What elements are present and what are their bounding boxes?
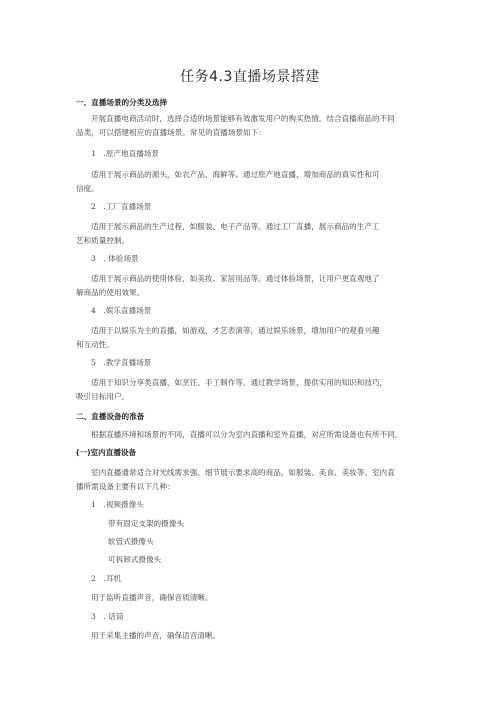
section-2a-intro-line1: 室内直播通常适合对光线需求强、细节展示要求高的商品，如服装、美食、美妆等。室内直 [91,468,395,477]
section-1-intro-line1: 开展直播电商活动时，选择合适的场景能够有效激发用户的购买热情。结合直播商品的不同 [91,114,395,123]
equipment-1-sub-2: 软管式摄像头 [108,537,154,546]
item-3-desc-line2: 解商品的使用效果。 [76,288,145,297]
item-2-label: 2 .工厂直播场景 [91,202,152,211]
item-5-desc-line1: 适用于知识分享类直播，如烹饪、手工制作等。通过教学场景，提供实用的知识和技巧， [91,378,388,387]
item-3-label: 3 . 体验场景 [91,254,139,263]
equipment-3-desc: 用于采集主播的声音，确保语音清晰。 [91,631,221,640]
item-5-desc-line2: 吸引目标用户。 [76,392,130,401]
section-2a-heading: (一)室内直播设备 [76,448,137,457]
item-3-desc-line1: 适用于展示商品的使用体验，如美妆、家居用品等。通过体验场景，让用户更直观地了 [91,274,380,283]
item-4-desc-line1: 适用于以娱乐为主的直播，如游戏、才艺表演等，通过娱乐场景，增加用户的观看兴趣 [91,326,380,335]
document-title: 任务4.3直播场景搭建 [180,69,320,85]
item-2-desc-line2: 艺和质量控制。 [76,236,130,245]
section-2a-intro-line2: 播所需设备主要有以下几种： [76,482,175,491]
section-1-intro-line2: 品类，可以搭建相应的直播场景。常见的直播场景如下： [76,128,266,137]
equipment-1-sub-3: 可拆卸式摄像头 [108,555,162,564]
equipment-2-desc: 用于监听直播声音，确保音质清晰。 [91,593,213,602]
item-2-desc-line1: 适用于展示商品的生产过程，如服装、电子产品等。通过工厂直播，展示商品的生产工 [91,222,380,231]
item-5-label: 5 .教学直播场景 [91,358,152,367]
section-2-heading: 二、直播设备的准备 [76,412,145,421]
equipment-3-label: 3 . 话筒 [91,612,124,621]
equipment-1-label: 1 .视频摄像头 [91,500,144,509]
item-1-desc-line1: 适用于展示商品的源头，如农产品、海鲜等。通过原产地直播，增加商品的真实性和可 [91,170,380,179]
section-2-intro: 根据直播环境和场景的不同，直播可以分为室内直播和室外直播，对应所需设备也有所不同。 [91,430,403,439]
item-4-desc-line2: 和互动性。 [76,340,114,349]
equipment-2-label: 2 .耳机 [91,574,122,583]
item-4-label: 4 .娱乐直播场景 [91,306,152,315]
equipment-1-sub-1: 带有固定支架的摄像头 [108,519,184,528]
section-1-heading: 一、直播场景的分类及选择 [76,98,168,107]
item-1-desc-line2: 信度。 [76,184,99,193]
item-1-label: 1 .原产地直播场景 [91,149,159,158]
